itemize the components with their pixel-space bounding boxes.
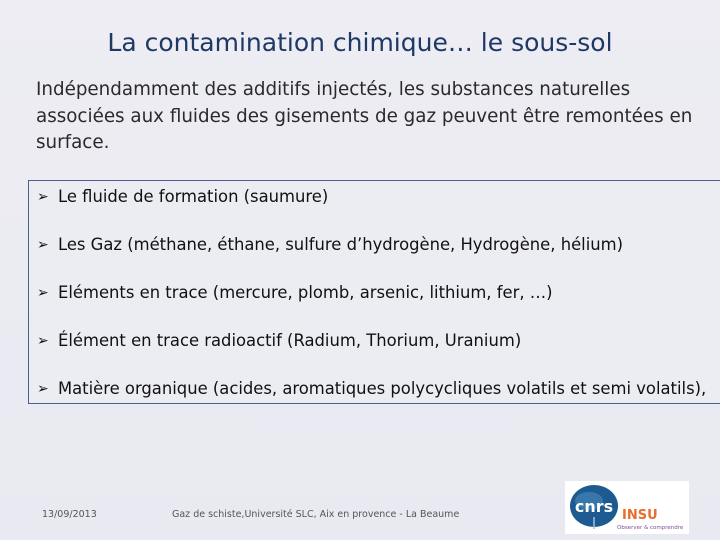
bullet-item [37,283,553,302]
bullet-text: Matière organique (acides, aromatiques polycycliques volatils et semi volatils), [58,379,707,398]
intro-paragraph: Indépendamment des additifs injectés, les substances naturelles associées aux fluides des gisements de gaz peuvent être remontées en surface. [36,79,693,153]
arrow-bullet-icon: ➢ [37,284,49,301]
bullet-item [37,331,521,350]
slide-title: La contamination chimique… le sous-sol [107,28,613,57]
svg-text:Observer & comprendre: Observer & comprendre [617,525,684,531]
svg-text:INSU: INSU [622,508,658,523]
cnrs-insu-logo [565,481,689,534]
bullet-item [37,235,623,254]
svg-text:cnrs: cnrs [574,497,614,516]
arrow-bullet-icon: ➢ [37,236,49,253]
arrow-bullet-icon: ➢ [37,332,49,349]
bullet-text: Élément en trace radioactif (Radium, Thorium, Uranium) [58,331,522,350]
footer-date: 13/09/2013 [42,509,97,520]
arrow-bullet-icon: ➢ [37,380,49,397]
bullet-item [37,379,706,398]
bullet-text: Le fluide de formation (saumure) [58,187,329,206]
footer-caption: Gaz de schiste,Université SLC, Aix en provence - La Beaume [172,509,460,520]
bullet-text: Les Gaz (méthane, éthane, sulfure d’hydrogène, Hydrogène, hélium) [58,235,624,254]
bullet-text: Eléments en trace (mercure, plomb, arsenic, lithium, fer, …) [58,283,553,302]
bullet-item [37,187,328,206]
logo-graphic [565,481,689,534]
arrow-bullet-icon: ➢ [37,188,49,205]
bullet-box [28,180,720,404]
